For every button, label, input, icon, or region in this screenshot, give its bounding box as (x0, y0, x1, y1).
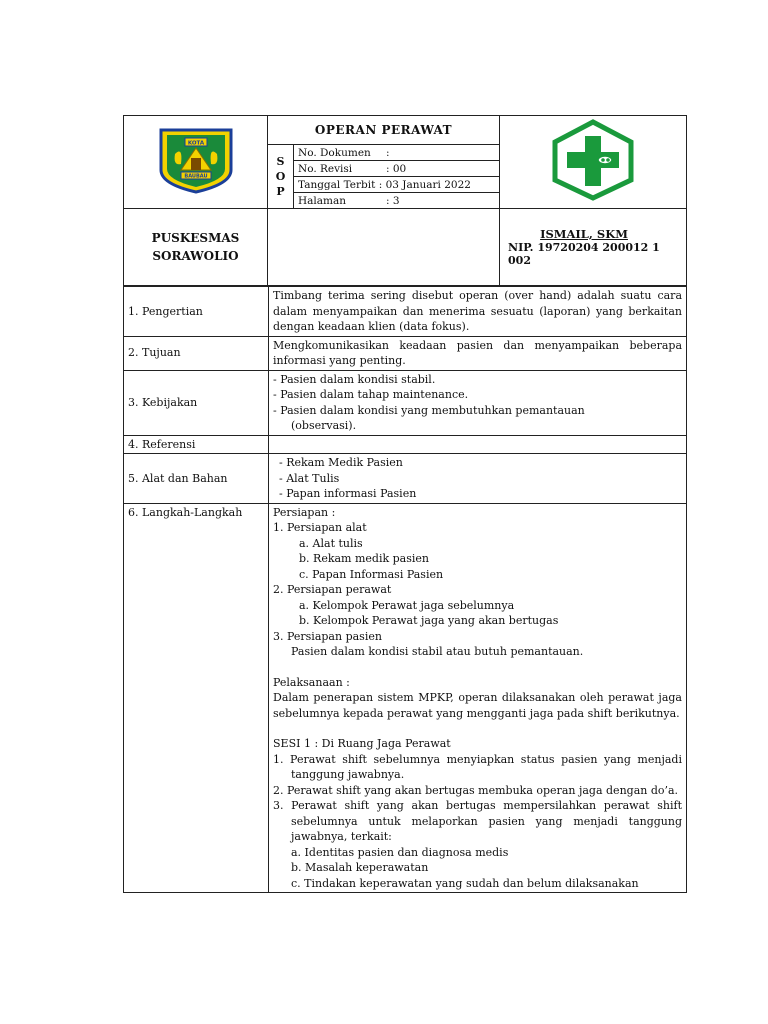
list-item: - Alat Tulis (279, 471, 340, 485)
signer-block (500, 209, 687, 286)
header-table (123, 115, 687, 286)
meta-tanggal-terbit: Tanggal Terbit : 03 Januari 2022 (294, 177, 500, 193)
signer-nip: NIP. 19720204 200012 1 002 (508, 241, 660, 267)
organization-name: PUSKESMAS SORAWOLIO (124, 209, 268, 286)
label-referensi: 4. Referensi (124, 435, 269, 454)
svg-text:BAUBAU: BAUBAU (183, 173, 208, 180)
list-item: - Rekam Medik Pasien (279, 456, 403, 469)
list-alat-bahan (269, 454, 687, 504)
document-title: OPERAN PERAWAT (268, 116, 500, 145)
sop-vertical-label: S O P (268, 145, 294, 209)
list-item: - Pasien dalam tahap maintenance. (273, 388, 469, 401)
label-kebijakan: 3. Kebijakan (124, 370, 269, 435)
kota-baubau-logo-icon (153, 124, 239, 196)
city-logo-cell (124, 116, 268, 209)
svg-text:KOTA: KOTA (187, 140, 204, 147)
label-langkah: 6. Langkah-Langkah (124, 503, 269, 893)
text-pengertian: Timbang terima sering disebut operan (over hand) adalah suatu cara dalam menyampaikan dan menerima sesuatu (laporan) yang berkaitan dengan keadaan klien (data fokus). (269, 287, 687, 337)
list-item: - Pasien dalam kondisi yang membutuhkan pemantauan (273, 403, 585, 417)
meta-no-revisi: No. Revisi : 00 (294, 161, 500, 177)
sop-document (123, 115, 686, 893)
label-tujuan: 2. Tujuan (124, 336, 269, 370)
meta-no-dokumen: No. Dokumen : (294, 145, 500, 161)
signer-name: ISMAIL, SKM (540, 227, 628, 241)
text-tujuan: Mengkomunikasikan keadaan pasien dan menyampaikan beberapa informasi yang penting. (269, 336, 687, 370)
meta-halaman: Halaman : 3 (294, 193, 500, 209)
blank-cell (268, 209, 500, 286)
list-item: - Pasien dalam kondisi stabil. (273, 372, 436, 386)
puskesmas-logo-icon (547, 118, 639, 202)
list-item: (observasi). (291, 419, 357, 432)
puskesmas-logo-cell (500, 116, 687, 209)
label-pengertian: 1. Pengertian (124, 287, 269, 337)
content-table (123, 286, 687, 893)
list-item: - Papan informasi Pasien (279, 487, 417, 500)
label-alat-bahan: 5. Alat dan Bahan (124, 454, 269, 504)
text-referensi (269, 435, 687, 454)
text-langkah: Persiapan : 1. Persiapan alat a. Alat tulis b. Rekam medik pasien c. Papan Informasi Pasien 2. Persiapan perawat a. Kelompok Perawat jaga sebelumnya b. Kelompok Perawat jaga yang akan bertugas 3. Persiapan pasien Pasien dalam kondisi stabil atau butuh pemantauan. Pelaksanaan : Dalam penerapan sistem MPKP, operan dilaksanakan oleh perawat jaga sebelumnya kepada perawat yang mengganti jaga pada shift berikutnya. SESI 1 : Di Ruang Jaga Perawat 1. Perawat shift sebelumnya menyiapkan status pasien yang menjadi tanggung jawabnya. 2. Perawat shift yang akan bertugas membuka operan jaga dengan do’a. 3. Perawat shift yang akan bertugas mempersilahkan perawat shift sebelumnya untuk melaporkan pasien yang menjadi tanggung jawabnya, terkait: a. Identitas pasien dan diagnosa medis b. Masalah keperawatan c. Tindakan keperawatan yang sudah dan belum dilaksanakan (269, 503, 687, 893)
list-kebijakan (269, 370, 687, 435)
